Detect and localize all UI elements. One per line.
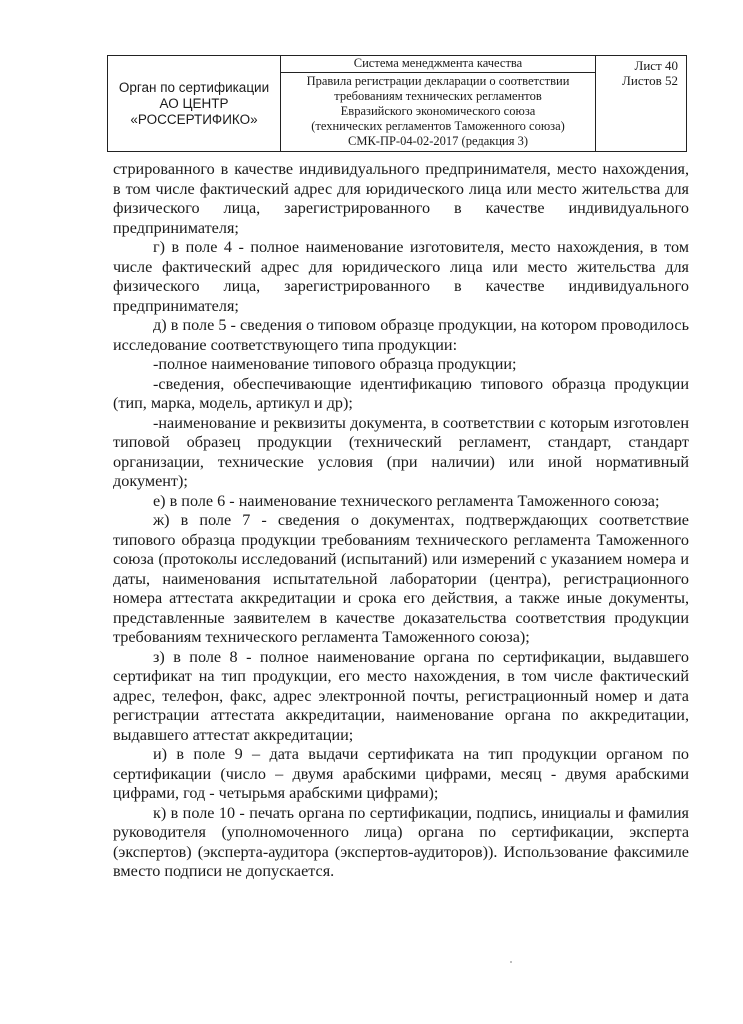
rules-title-cell (281, 73, 596, 152)
scan-speck (510, 961, 512, 963)
paragraph-field-5-name: -полное наименование типового образца продукции; (153, 355, 517, 373)
paragraph-field-10: к) в поле 10 - печать органа по сертификации, подпись, инициалы и фамилия руководителя (уполномоченного лица) органа по сертификации, эксперта (экспертов) (эксперта-аудитора (экспертов-аудиторов)). Использование факсимиле вместо подписи не допускается. (113, 803, 689, 880)
rules-line-4: (технических регламентов Таможенного союза) (311, 119, 565, 133)
sheet-number-cell (596, 56, 687, 152)
paragraph-field-7: ж) в поле 7 - сведения о документах, подтверждающих соответствие типового образца продукции требованиям технического регламента Таможенного союза (протоколы исследований (испытаний) или измерений с указанием номера и даты, наименования испытательной лаборатории (центра), регистрационного номера аттестата аккредитации и срока его действия, а также иные документы, представленные заявителем в качестве доказательства соответствия продукции требованиям технического регламента Таможенного союза); (113, 511, 689, 646)
org-line-1: Орган по сертификации (118, 79, 270, 95)
document-header (107, 55, 687, 152)
rules-line-1: Правила регистрации декларации о соответствии (306, 74, 570, 88)
org-line-2: АО ЦЕНТР (159, 95, 229, 111)
sheets-total: Листов 52 (622, 73, 678, 88)
paragraph-field-5-document: -наименование и реквизиты документа, в соответствии с которым изготовлен типовой образец продукции (технический регламент, стандарт, стандарт организации, технические условия (при наличии) или иной нормативный документ); (113, 413, 689, 490)
quality-system-title: Система менеджмента качества (281, 56, 596, 73)
rules-line-2: требованиям технических регламентов (334, 89, 542, 103)
org-line-3: «РОССЕРТИФИКО» (130, 111, 258, 127)
document-body (113, 160, 689, 882)
certification-body-cell (108, 56, 281, 152)
paragraph-field-9: и) в поле 9 – дата выдачи сертификата на тип продукции органом по сертификации (число – двумя арабскими цифрами, месяц - двумя арабскими цифрами, год - четырьмя арабскими цифрами); (113, 745, 689, 802)
paragraph-field-4: г) в поле 4 - полное наименование изготовителя, место нахождения, в том числе фактический адрес для юридического лица или место жительства для физического лица, зарегистрированного в качестве индивидуального предпринимателя; (113, 238, 689, 315)
document-code: СМК-ПР-04-02-2017 (редакция 3) (348, 134, 528, 148)
rules-line-3: Евразийского экономического союза (340, 104, 536, 118)
sheet-number: Лист 40 (634, 58, 678, 73)
paragraph-field-5: д) в поле 5 - сведения о типовом образце продукции, на котором проводилось исследование соответствующего типа продукции: (113, 316, 689, 354)
paragraph-continuation: стрированного в качестве индивидуального предпринимателя, место нахождения, в том числе фактический адрес для юридического лица или место жительства для физического лица, зарегистрированного в качестве индивидуального предпринимателя; (113, 160, 689, 237)
paragraph-field-8: з) в поле 8 - полное наименование органа по сертификации, выдавшего сертификат на тип продукции, его место нахождения, в том числе фактический адрес, телефон, факс, адрес электронной почты, регистрационный номер и дата регистрации аттестата аккредитации, наименование органа по аккредитации, выдавшего аттестат аккредитации; (113, 647, 689, 744)
paragraph-field-5-identification: -сведения, обеспечивающие идентификацию типового образца продукции (тип, марка, модель, артикул и др); (113, 374, 689, 412)
paragraph-field-6: е) в поле 6 - наименование технического регламента Таможенного союза; (153, 491, 660, 510)
